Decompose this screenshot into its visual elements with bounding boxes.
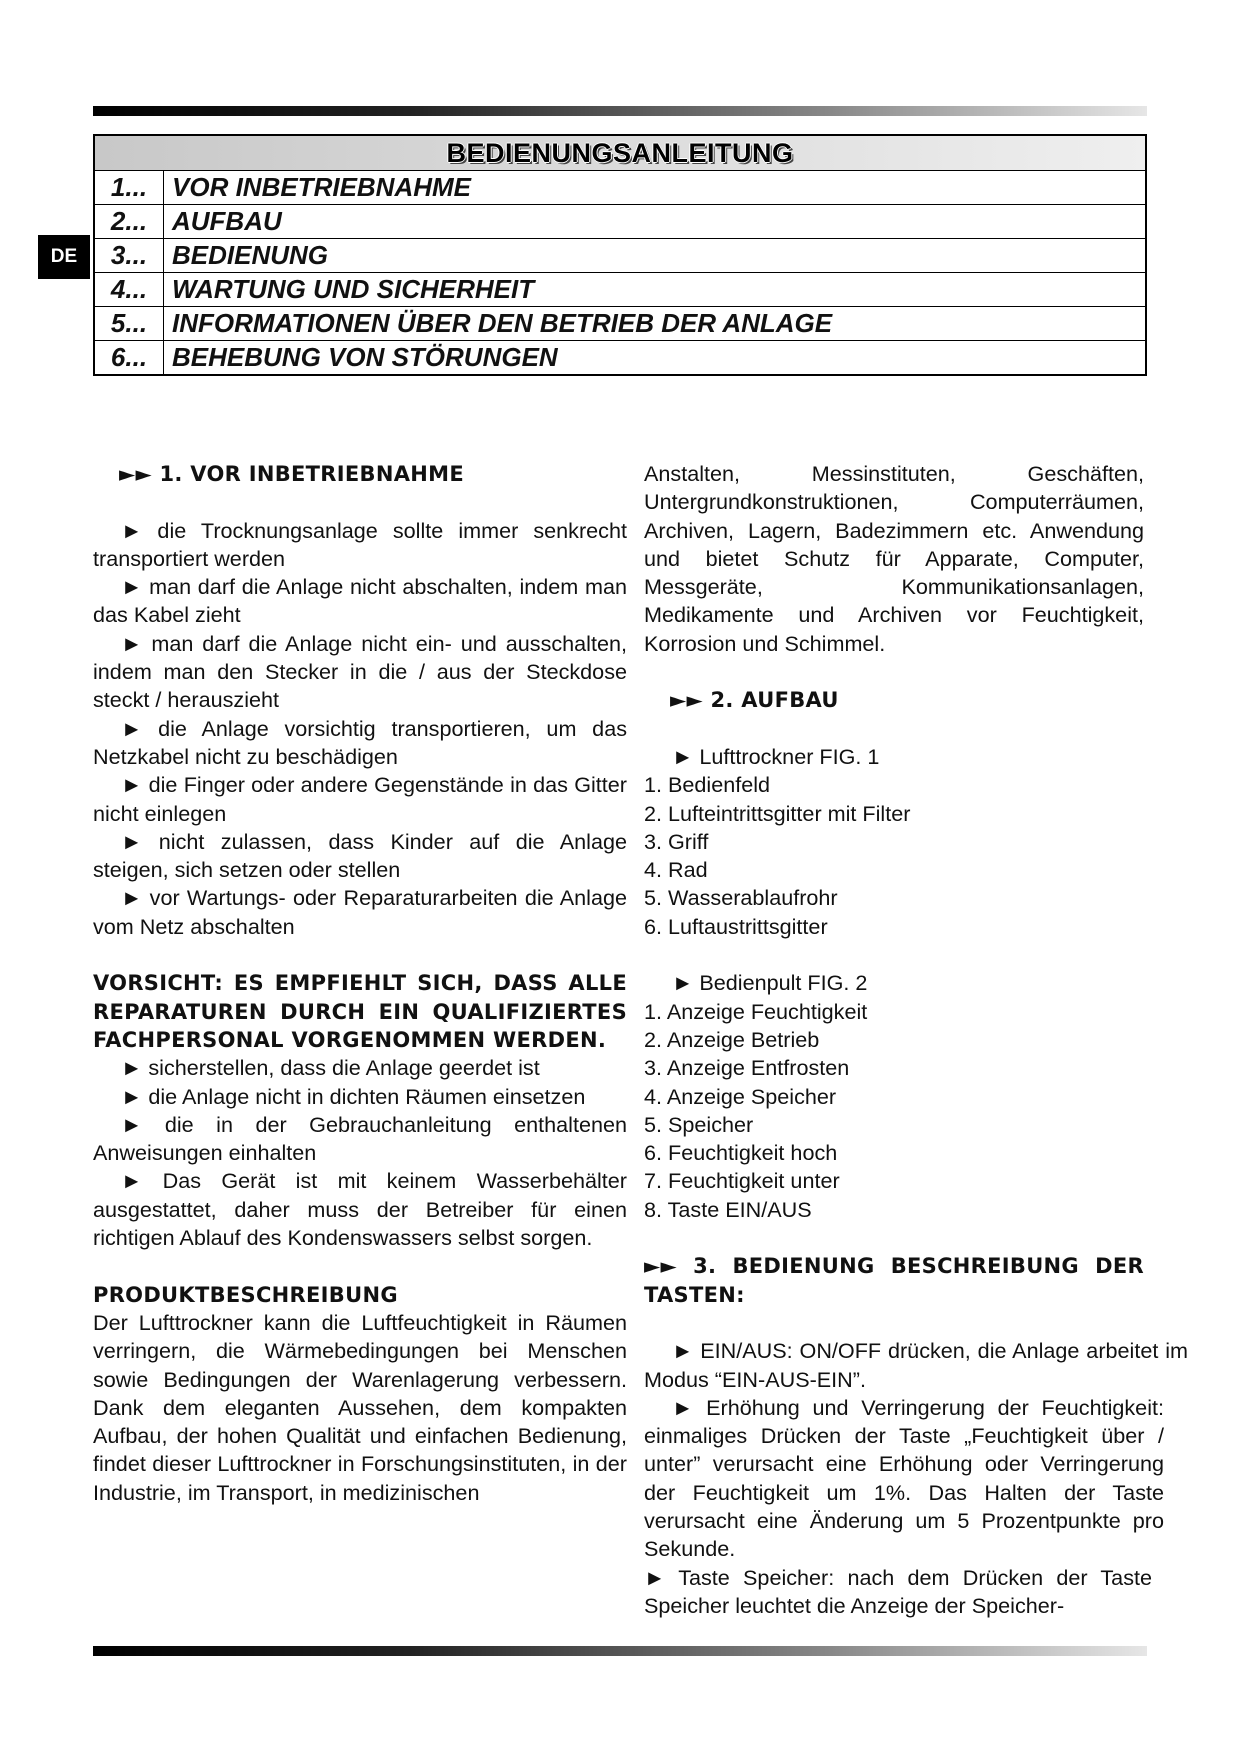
table-of-contents bbox=[93, 134, 1147, 376]
safety-bullet: ► sicherstellen, dass die Anlage geerdet ist bbox=[121, 1055, 540, 1081]
list-item: 1. Bedienfeld bbox=[644, 772, 771, 798]
safety-bullet: ► man darf die Anlage nicht abschalten, indem man das Kabel zieht bbox=[93, 574, 627, 628]
toc-row bbox=[94, 171, 1146, 205]
language-tab: DE bbox=[38, 235, 90, 279]
list-item: 3. Griff bbox=[644, 828, 709, 854]
toc-label: WARTUNG UND SICHERHEIT bbox=[164, 273, 1147, 307]
toc-number: 1... bbox=[94, 171, 164, 205]
toc-row bbox=[94, 239, 1146, 273]
product-description: Der Lufttrockner kann die Luftfeuchtigkeit in Räumen verringern, die Wärmebedingungen bei Menschen sowie Bedingungen der Warenlagerung verbessern. Dank dem eleganten Aussehen, dem kompakten Aufbau, der hohen Qualität und einfachen Bedienung, findet dieser Lufttrockner in Forschungsinstituten, in der Industrie, im Transport, in medizinischen bbox=[93, 1309, 627, 1505]
list-item: 4. Rad bbox=[644, 857, 708, 883]
left-column bbox=[93, 460, 627, 1507]
toc-number: 4... bbox=[94, 273, 164, 307]
list-item: 6. Feuchtigkeit hoch bbox=[644, 1140, 838, 1166]
toc-title: BEDIENUNGSANLEITUNG bbox=[94, 135, 1146, 171]
warning-text: VORSICHT: ES EMPFIEHLT SICH, DASS ALLE REPARATUREN DURCH EIN QUALIFIZIERTES FACHPERSONAL VORGENOMMEN WERDEN. bbox=[93, 971, 627, 1052]
bottom-rule bbox=[93, 1646, 1147, 1656]
safety-bullet: ► nicht zulassen, dass Kinder auf die Anlage steigen, sich setzen oder stellen bbox=[93, 828, 627, 883]
safety-bullet: ► man darf die Anlage nicht ein- und ausschalten, indem man den Stecker in die / aus der Steckdose steckt / herauszieht bbox=[93, 630, 627, 713]
operation-paragraph: ► Erhöhung und Verringerung der Feuchtigkeit: einmaliges Drücken der Taste „Feuchtigkeit über / unter” verursacht eine Erhöhung oder Verringerung der Feuchtigkeit um 1%. Das Halten der Taste verursacht eine Änderung um 5 Prozentpunkte pro Sekunde. bbox=[644, 1394, 1164, 1562]
toc-row bbox=[94, 273, 1146, 307]
product-heading: PRODUKTBESCHREIBUNG bbox=[93, 1282, 398, 1307]
list-item: 8. Taste EIN/AUS bbox=[644, 1196, 812, 1222]
list-item: 6. Luftaustrittsgitter bbox=[644, 913, 828, 939]
safety-bullet: ► die Finger oder andere Gegenstände in das Gitter nicht einlegen bbox=[93, 772, 627, 826]
list-item: 5. Speicher bbox=[644, 1111, 754, 1137]
safety-bullet: ► die Anlage vorsichtig transportieren, um das Netzkabel nicht zu beschädigen bbox=[93, 715, 627, 769]
fig2-title: ► Bedienpult FIG. 2 bbox=[672, 970, 868, 996]
operation-paragraph: ► EIN/AUS: ON/OFF drücken, die Anlage arbeitet im Modus “EIN-AUS-EIN”. bbox=[644, 1338, 1188, 1392]
section-heading-2: ►► 2. AUFBAU bbox=[670, 688, 839, 713]
product-description-continued: Anstalten, Messinstituten, Geschäften, Untergrundkonstruktionen, Computerräumen, Archiven, Lagern, Badezimmern etc. Anwendung und bietet Schutz für Apparate, Computer, Messgeräte, Kommunikationsanlagen, Medikamente und Archiven vor Feuchtigkeit, Korrosion und Schimmel. bbox=[644, 461, 1144, 656]
toc-number: 3... bbox=[94, 239, 164, 273]
list-item: 2. Lufteintrittsgitter mit Filter bbox=[644, 800, 911, 826]
right-column bbox=[644, 460, 1188, 1620]
list-item: 4. Anzeige Speicher bbox=[644, 1083, 837, 1109]
toc-row bbox=[94, 205, 1146, 239]
list-item: 5. Wasserablaufrohr bbox=[644, 885, 838, 911]
toc-number: 5... bbox=[94, 307, 164, 341]
toc-label: AUFBAU bbox=[164, 205, 1147, 239]
list-item: 2. Anzeige Betrieb bbox=[644, 1026, 820, 1052]
list-item: 1. Anzeige Feuchtigkeit bbox=[644, 998, 868, 1024]
safety-bullet: ► die in der Gebrauchanleitung enthaltenen Anweisungen einhalten bbox=[93, 1111, 627, 1166]
toc-number: 6... bbox=[94, 341, 164, 376]
toc-label: BEDIENUNG bbox=[164, 239, 1147, 273]
section-heading-3: ►► 3. BEDIENUNG BESCHREIBUNG DER TASTEN: bbox=[644, 1254, 1144, 1307]
top-rule bbox=[93, 106, 1147, 116]
toc-number: 2... bbox=[94, 205, 164, 239]
safety-bullet: ► die Trocknungsanlage sollte immer senkrecht transportiert werden bbox=[93, 517, 627, 571]
toc-row bbox=[94, 307, 1146, 341]
section-heading-1: ►► 1. VOR INBETRIEBNAHME bbox=[119, 462, 464, 486]
safety-bullet: ► Das Gerät ist mit keinem Wasserbehälter ausgestattet, daher muss der Betreiber für einen richtigen Ablauf des Kondenswassers selbst sorgen. bbox=[93, 1168, 627, 1251]
list-item: 3. Anzeige Entfrosten bbox=[644, 1055, 850, 1081]
safety-bullet: ► die Anlage nicht in dichten Räumen einsetzen bbox=[121, 1083, 586, 1109]
list-item: 7. Feuchtigkeit unter bbox=[644, 1168, 840, 1194]
toc-label: VOR INBETRIEBNAHME bbox=[164, 171, 1147, 205]
toc-label: INFORMATIONEN ÜBER DEN BETRIEB DER ANLAGE bbox=[164, 307, 1147, 341]
safety-bullet: ► vor Wartungs- oder Reparaturarbeiten die Anlage vom Netz abschalten bbox=[93, 885, 627, 939]
operation-paragraph: ► Taste Speicher: nach dem Drücken der Taste Speicher leuchtet die Anzeige der Speicher- bbox=[644, 1564, 1152, 1618]
toc-label: BEHEBUNG VON STÖRUNGEN bbox=[164, 341, 1147, 376]
toc-row bbox=[94, 341, 1146, 376]
fig1-title: ► Lufttrockner FIG. 1 bbox=[672, 743, 880, 769]
